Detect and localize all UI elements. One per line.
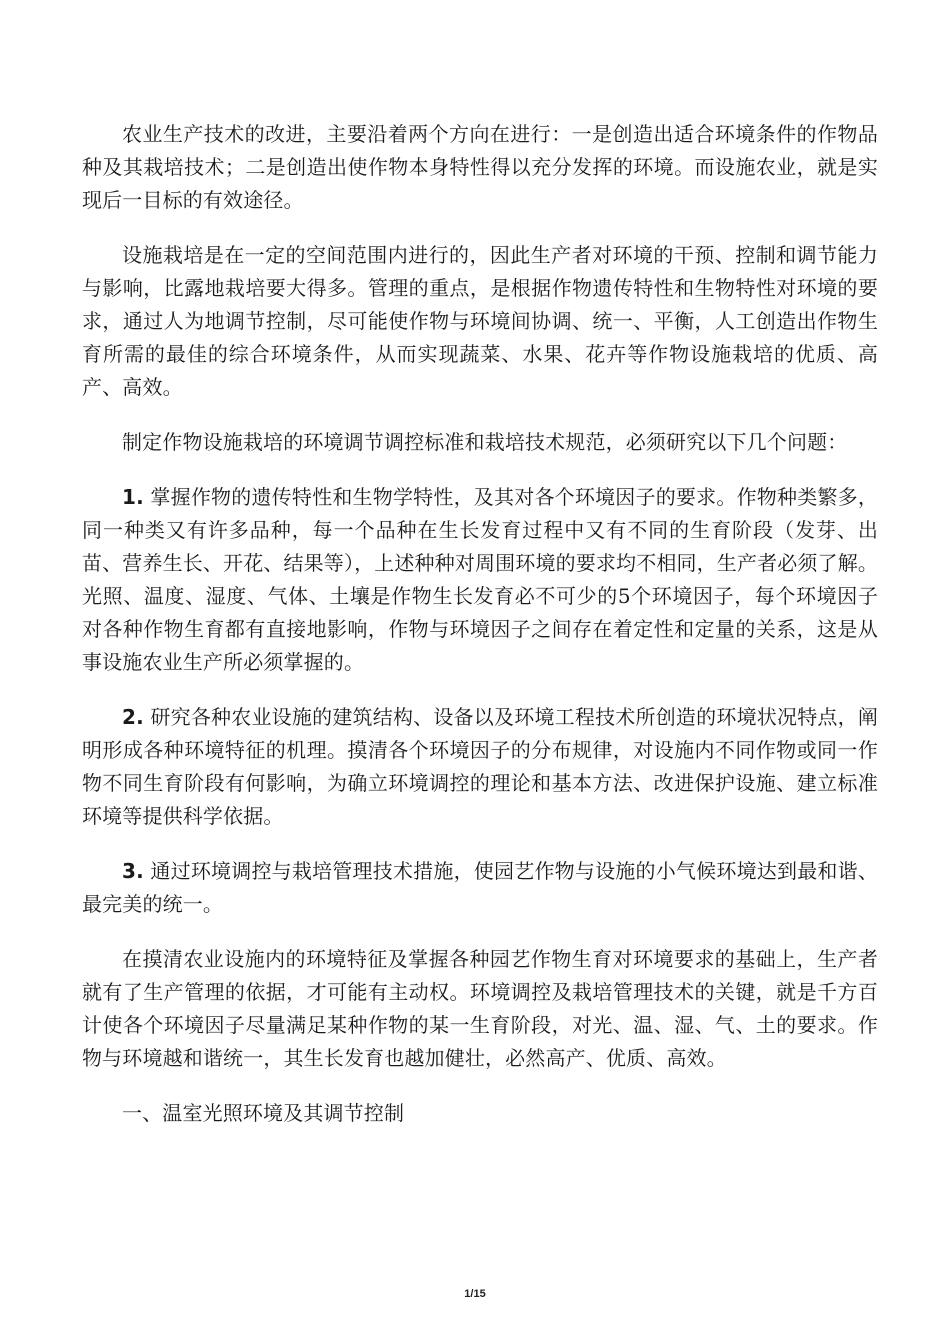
list-item-3-text: 通过环境调控与栽培管理技术措施，使园艺作物与设施的小气候环境达到最和谐、最完美的统一。 — [82, 859, 878, 916]
section-heading: 一、温室光照环境及其调节控制 — [122, 1101, 405, 1125]
list-item-1-text: 掌握作物的遗传特性和生物学特性，及其对各个环境因子的要求。作物种类繁多，同一种类又有许多品种，每一个品种在生长发育过程中又有不同的生育阶段（发芽、出苗、营养生长、开花、结果等），上述种种对周围环境的要求均不相同，生产者必须了解。光照、温度、湿度、气体、土壤是作物生长发育必不可少的5个环境因子，每个环境因子对各种作物生育都有直接地影响，作物与环境因子之间存在着定性和定量的关系，这是从事设施农业生产所必须掌握的。 — [82, 485, 878, 674]
paragraph-problems: 制定作物设施栽培的环境调节调控标准和栽培技术规范，必须研究以下几个问题： — [122, 430, 848, 454]
paragraph-intro: 农业生产技术的改进，主要沿着两个方向在进行：一是创造出适合环境条件的作物品种及其栽培技术；二是创造出使作物本身特性得以充分发挥的环境。而设施农业，就是实现后一目标的有效途径。 — [82, 122, 878, 212]
paragraph-facility-cultivation: 设施栽培是在一定的空间范围内进行的，因此生产者对环境的干预、控制和调节能力与影响，比露地栽培要大得多。管理的重点，是根据作物遗传特性和生物特性对环境的要求，通过人为地调节控制，尽可能使作物与环境间协调、统一、平衡，人工创造出作物生育所需的最佳的综合环境条件，从而实现蔬菜、水果、花卉等作物设施栽培的优质、高产、高效。 — [82, 243, 878, 399]
paragraph-conclusion: 在摸清农业设施内的环境特征及掌握各种园艺作物生育对环境要求的基础上，生产者就有了生产管理的依据，才可能有主动权。环境调控及栽培管理技术的关键，就是千方百计使各个环境因子尽量满足某种作物的某一生育阶段，对光、温、湿、气、土的要求。作物与环境越和谐统一，其生长发育也越加健壮，必然高产、优质、高效。 — [82, 947, 878, 1070]
list-item-1-number: 1. — [122, 485, 144, 509]
list-item-2-text: 研究各种农业设施的建筑结构、设备以及环境工程技术所创造的环境状况特点，阐明形成各种环境特征的机理。摸清各个环境因子的分布规律，对设施内不同作物或同一作物不同生育阶段有何影响，为确立环境调控的理论和基本方法、改进保护设施、建立标准环境等提供科学依据。 — [82, 705, 878, 828]
document-body — [82, 118, 878, 1152]
page-number: 1/15 — [464, 1288, 486, 1300]
list-item-3 — [82, 855, 878, 921]
list-item-1 — [82, 481, 878, 679]
list-item-3-number: 3. — [122, 859, 144, 883]
list-item-2-number: 2. — [122, 705, 144, 729]
list-item-2 — [82, 701, 878, 833]
